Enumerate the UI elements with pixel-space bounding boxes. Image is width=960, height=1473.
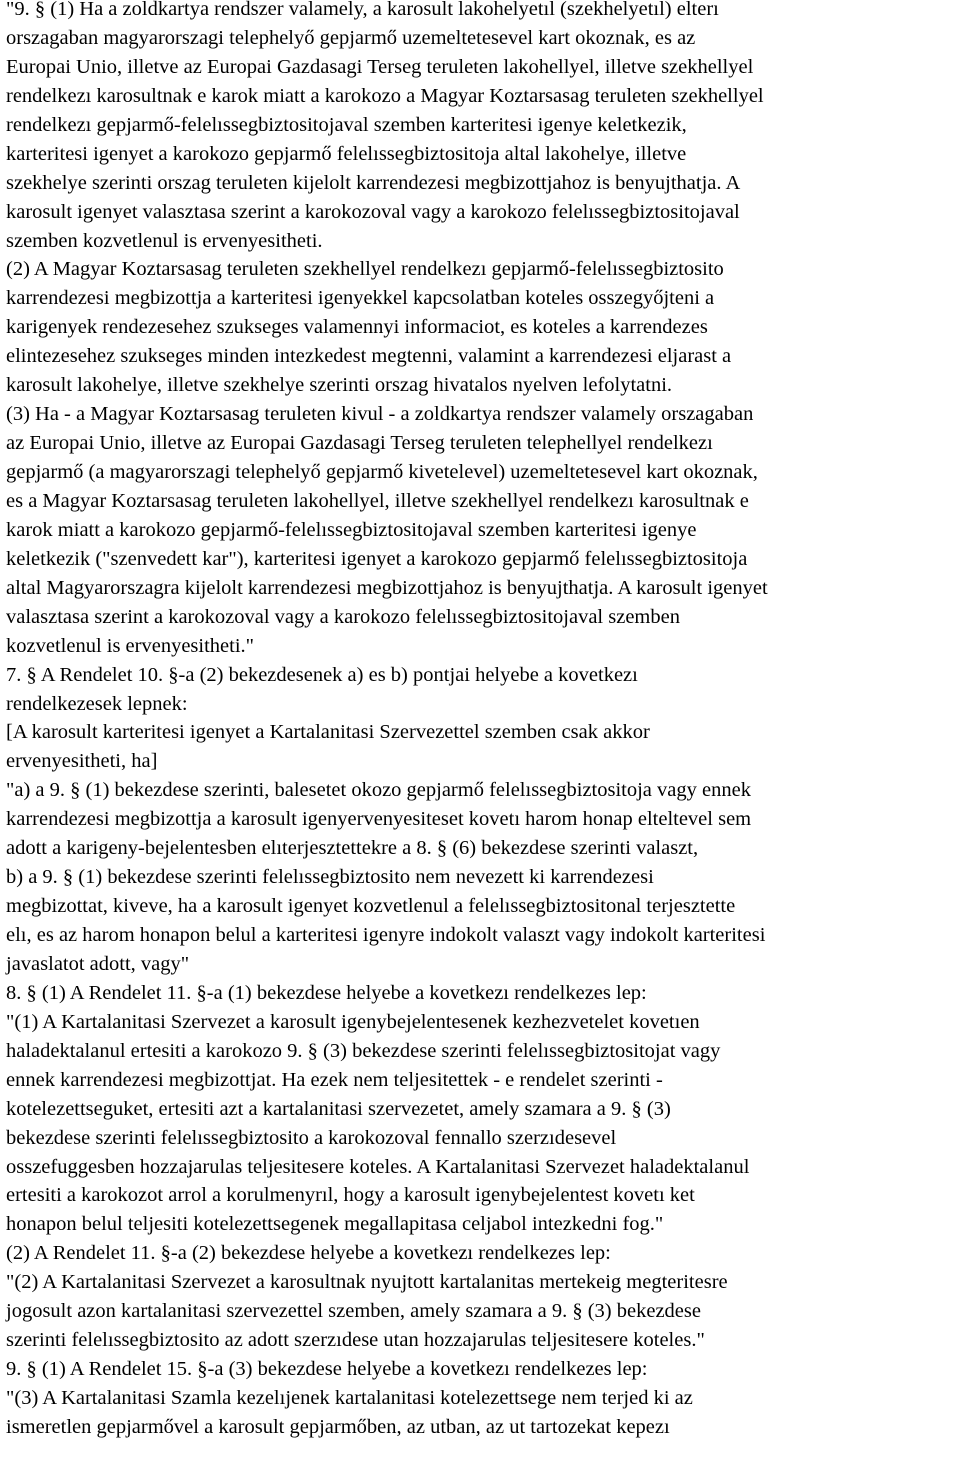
text-line: "(2) A Kartalanitasi Szervezet a karosultnak nyujtott kartalanitas mertekeig megteritesre — [6, 1271, 728, 1294]
text-line: ennek karrendezesi megbizottjat. Ha ezek nem teljesitettek - e rendelet szerinti - — [6, 1068, 663, 1091]
text-line: bekezdese szerinti felelıssegbiztosito a karokozoval fennallo szerzıdesevel — [6, 1126, 617, 1149]
text-line: keletkezik ("szenvedett kar"), karteritesi igenyet a karokozo gepjarmő felelıssegbiztositoja — [6, 547, 748, 570]
text-line: [A karosult karteritesi igenyet a Kartalanitasi Szervezettel szemben csak akkor — [6, 721, 650, 744]
text-line: karok miatt a karokozo gepjarmő-felelıssegbiztositojaval szemben karteritesi igenye — [6, 518, 697, 541]
text-line: elı, es az harom honapon belul a karteritesi igenyre indokolt valaszt vagy indokolt karteritesi — [6, 924, 766, 946]
text-line: "(3) A Kartalanitasi Szamla kezelıjenek kartalanitasi kotelezettsege nem terjed ki az — [6, 1387, 693, 1409]
text-line: szemben kozvetlenul is ervenyesitheti. — [6, 229, 323, 252]
text-line: 8. § (1) A Rendelet 11. §-a (1) bekezdese helyebe a kovetkezı rendelkezes lep: — [6, 981, 647, 1004]
text-line: karteritesi igenyet a karokozo gepjarmő felelıssegbiztositoja altal lakohelye, illetve — [6, 142, 687, 165]
text-line: ertesiti a karokozot arrol a korulmenyrıl, hogy a karosult igenybejelentest kovetı ket — [6, 1184, 695, 1207]
text-line: javaslatot adott, vagy" — [6, 952, 190, 975]
text-line: altal Magyarorszagra kijelolt karrendezesi megbizottjahoz is benyujthatja. A karosult igenyet — [6, 576, 768, 599]
text-line: (3) Ha - a Magyar Koztarsasag teruleten kivul - a zoldkartya rendszer valamely orszagaban — [6, 403, 754, 426]
text-line: karosult igenyet valasztasa szerint a karokozoval vagy a karokozo felelıssegbiztositojaval — [6, 200, 740, 223]
text-line: b) a 9. § (1) bekezdese szerinti felelıssegbiztosito nem nevezett ki karrendezesi — [6, 866, 654, 889]
text-line: valasztasa szerint a karokozoval vagy a karokozo felelıssegbiztositojaval szemben — [6, 605, 680, 628]
text-line: gepjarmő (a magyarorszagi telephelyő gepjarmő kivetelevel) uzemeltetesevel kart okoznak, — [6, 461, 758, 483]
text-line: karosult lakohelye, illetve szekhelye szerinti orszag hivatalos nyelven lefolytatni. — [6, 374, 673, 397]
text-line: szerinti felelıssegbiztosito az adott szerzıdese utan hozzajarulas teljesitesere koteles." — [6, 1329, 705, 1352]
text-line: 7. § A Rendelet 10. §-a (2) bekezdesenek a) es b) pontjai helyebe a kovetkezı — [6, 663, 638, 686]
text-line: elintezesehez szukseges minden intezkedest megtenni, valamint a karrendezesi eljarast a — [6, 345, 732, 368]
text-line: honapon belul teljesiti kotelezettsegenek megallapitasa celjabol intezkedni fog." — [6, 1213, 664, 1236]
text-line: az Europai Unio, illetve az Europai Gazdasagi Terseg teruleten telephellyel rendelkezı — [6, 432, 713, 455]
text-line: rendelkezesek lepnek: — [6, 692, 188, 715]
text-line: osszefuggesben hozzajarulas teljesitesere koteles. A Kartalanitasi Szervezet haladektalanul — [6, 1155, 750, 1178]
text-line: "9. § (1) Ha a zoldkartya rendszer valamely, a karosult lakohelyetıl (szekhelyetıl) elterı — [6, 0, 719, 20]
text-line: haladektalanul ertesiti a karokozo 9. § (3) bekezdese szerinti felelıssegbiztositojat vagy — [6, 1039, 721, 1062]
text-line: ervenyesitheti, ha] — [6, 750, 158, 773]
text-line: rendelkezı karosultnak e karok miatt a karokozo a Magyar Koztarsasag teruleten szekhellyel — [6, 84, 764, 107]
text-line: "a) a 9. § (1) bekezdese szerinti, balesetet okozo gepjarmő felelıssegbiztositoja vagy ennek — [6, 779, 751, 802]
text-line: es a Magyar Koztarsasag teruleten lakohellyel, illetve szekhellyel rendelkezı karosultnak e — [6, 489, 749, 512]
text-line: karrendezesi megbizottja a karteritesi igenyekkel kapcsolatban koteles osszegyőjteni a — [6, 287, 715, 310]
text-line: Europai Unio, illetve az Europai Gazdasagi Terseg teruleten lakohellyel, illetve szekhellyel — [6, 55, 754, 78]
text-line: szekhelye szerinti orszag teruleten kijelolt karrendezesi megbizottjahoz is benyujthatja. A — [6, 171, 741, 194]
text-line: kotelezettseguket, ertesiti azt a kartalanitasi szervezetet, amely szamara a 9. § (3) — [6, 1097, 671, 1120]
text-line: karigenyek rendezesehez szukseges valamennyi informaciot, es koteles a karrendezes — [6, 316, 708, 339]
text-line: rendelkezı gepjarmő-felelıssegbiztositojaval szemben karteritesi igenye keletkezik, — [6, 113, 687, 136]
text-line: "(1) A Kartalanitasi Szervezet a karosult igenybejelentesenek kezhezvetelet kovetıen — [6, 1010, 700, 1033]
text-line: (2) A Magyar Koztarsasag teruleten szekhellyel rendelkezı gepjarmő-felelıssegbiztosito — [6, 258, 724, 281]
text-line: orszagaban magyarorszagi telephelyő gepjarmő uzemeltetesevel kart okoznak, es az — [6, 26, 696, 49]
text-line: karrendezesi megbizottja a karosult igenyervenyesiteset kovetı harom honap elteltevel sem — [6, 808, 752, 831]
text-line: adott a karigeny-bejelentesben elıterjesztettekre a 8. § (6) bekezdese szerinti valaszt, — [6, 837, 699, 860]
text-line: jogosult azon kartalanitasi szervezettel szemben, amely szamara a 9. § (3) bekezdese — [6, 1300, 701, 1323]
text-line: megbizottat, kiveve, ha a karosult igenyet kozvetlenul a felelıssegbiztositonal terjesztette — [6, 895, 736, 918]
text-line: ismeretlen gepjarmővel a karosult gepjarmőben, az utban, az ut tartozekat kepezı — [6, 1415, 670, 1438]
text-line: (2) A Rendelet 11. §-a (2) bekezdese helyebe a kovetkezı rendelkezes lep: — [6, 1242, 611, 1265]
text-line: 9. § (1) A Rendelet 15. §-a (3) bekezdese helyebe a kovetkezı rendelkezes lep: — [6, 1358, 648, 1381]
text-line: kozvetlenul is ervenyesitheti." — [6, 634, 255, 657]
text-line — [6, 1442, 958, 1471]
